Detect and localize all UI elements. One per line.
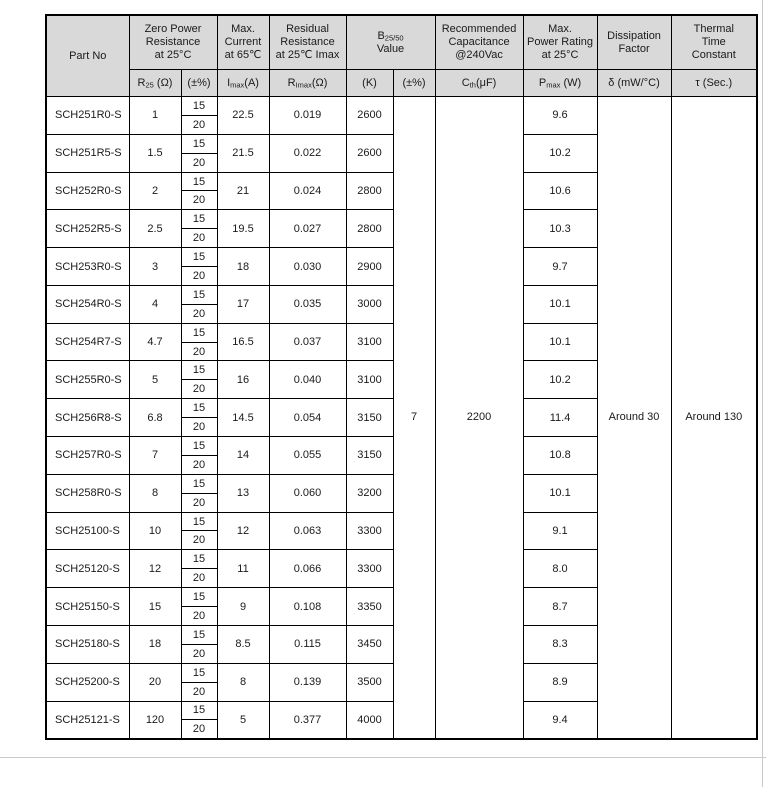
part-no-cell: SCH251R5-S	[46, 134, 129, 172]
label-text: (A)	[244, 76, 259, 89]
b-value-cell: 3500	[346, 663, 393, 701]
label-text: Resistance	[280, 36, 335, 48]
label-text: Time	[701, 36, 726, 48]
pmax-cell: 9.4	[523, 701, 597, 739]
label-text: Residual	[286, 23, 329, 35]
pmax-cell: 8.0	[523, 550, 597, 588]
label-text: at 25°C	[154, 49, 192, 61]
r25-cell: 1	[129, 97, 181, 135]
spec-table-body	[46, 97, 757, 739]
label-text: Thermal	[693, 23, 734, 35]
rimax-cell: 0.024	[269, 172, 346, 210]
tolerance-top-cell: 15	[181, 285, 217, 304]
imax-cell: 19.5	[217, 210, 269, 248]
tolerance-bottom-cell: 20	[181, 569, 217, 588]
r25-cell: 7	[129, 437, 181, 475]
imax-cell: 14.5	[217, 399, 269, 437]
pmax-cell: 9.1	[523, 512, 597, 550]
imax-cell: 16.5	[217, 323, 269, 361]
pmax-cell: 10.3	[523, 210, 597, 248]
label-text: at 25℃ Imax	[275, 49, 340, 61]
r25-cell: 15	[129, 588, 181, 626]
b-value-cell: 3300	[346, 512, 393, 550]
rimax-cell: 0.037	[269, 323, 346, 361]
tolerance-top-cell: 15	[181, 663, 217, 682]
part-no-cell: SCH254R0-S	[46, 285, 129, 323]
tolerance-top-cell: 15	[181, 625, 217, 644]
imax-cell: 8	[217, 663, 269, 701]
part-no-cell: SCH25180-S	[46, 625, 129, 663]
rimax-cell: 0.040	[269, 361, 346, 399]
header-max-current	[217, 15, 269, 70]
b-value-cell: 3450	[346, 625, 393, 663]
rimax-cell: 0.019	[269, 97, 346, 135]
b-value-cell: 4000	[346, 701, 393, 739]
pmax-cell: 10.1	[523, 285, 597, 323]
pmax-cell: 10.2	[523, 134, 597, 172]
part-no-cell: SCH25200-S	[46, 663, 129, 701]
label-text: (K)	[362, 76, 377, 89]
pmax-cell: 9.6	[523, 97, 597, 135]
rimax-cell: 0.054	[269, 399, 346, 437]
rimax-cell: 0.108	[269, 588, 346, 626]
label-text: Constant	[691, 49, 736, 61]
imax-cell: 18	[217, 248, 269, 286]
page-border-bottom	[0, 757, 766, 758]
part-no-cell: SCH252R0-S	[46, 172, 129, 210]
tolerance-bottom-cell: 20	[181, 455, 217, 474]
subheader-delta-mw-c	[597, 70, 671, 97]
tolerance-bottom-cell: 20	[181, 342, 217, 361]
part-no-cell: SCH25150-S	[46, 588, 129, 626]
rimax-cell: 0.030	[269, 248, 346, 286]
tolerance-top-cell: 15	[181, 512, 217, 531]
dissipation-merged-cell: Around 30	[597, 97, 671, 739]
imax-cell: 16	[217, 361, 269, 399]
label-text: Value	[376, 42, 405, 55]
tolerance-bottom-cell: 20	[181, 115, 217, 134]
label-text: Capacitance	[448, 36, 510, 48]
thermal-time-merged-cell: Around 130	[671, 97, 757, 739]
tolerance-top-cell: 15	[181, 134, 217, 153]
header-part-no	[46, 15, 129, 97]
label-text: (±%)	[187, 76, 211, 89]
b-value-cell: 2600	[346, 97, 393, 135]
tolerance-top-cell: 15	[181, 323, 217, 342]
imax-cell: 5	[217, 701, 269, 739]
header-residual-resistance	[269, 15, 346, 70]
label-text: τ (Sec.)	[695, 76, 733, 89]
label-text: R	[137, 76, 146, 89]
part-no-cell: SCH251R0-S	[46, 97, 129, 135]
b-value-cell: 3100	[346, 323, 393, 361]
tolerance-top-cell: 15	[181, 210, 217, 229]
label-text: I	[227, 76, 231, 89]
b-value-cell: 3300	[346, 550, 393, 588]
label-text: Max.	[548, 23, 572, 35]
label-text: B	[377, 29, 385, 42]
b-value-cell: 3150	[346, 399, 393, 437]
label-text: (±%)	[402, 76, 426, 89]
label-text: Part No	[69, 49, 107, 62]
part-no-cell: SCH255R0-S	[46, 361, 129, 399]
r25-cell: 5	[129, 361, 181, 399]
tolerance-bottom-cell: 20	[181, 418, 217, 437]
r25-cell: 120	[129, 701, 181, 739]
subheader-r25-tolerance	[181, 70, 217, 97]
b-value-cell: 2600	[346, 134, 393, 172]
subheader-b-tolerance	[393, 70, 435, 97]
rimax-cell: 0.060	[269, 474, 346, 512]
b-value-cell: 2800	[346, 210, 393, 248]
rimax-cell: 0.063	[269, 512, 346, 550]
imax-cell: 22.5	[217, 97, 269, 135]
tolerance-bottom-cell: 20	[181, 644, 217, 663]
b-value-cell: 2800	[346, 172, 393, 210]
tolerance-bottom-cell: 20	[181, 493, 217, 512]
tolerance-bottom-cell: 20	[181, 682, 217, 701]
spec-table-header	[46, 15, 757, 97]
subheader-tau-sec	[671, 70, 757, 97]
r25-cell: 6.8	[129, 399, 181, 437]
imax-cell: 14	[217, 437, 269, 475]
r25-cell: 12	[129, 550, 181, 588]
part-no-cell: SCH254R7-S	[46, 323, 129, 361]
pmax-cell: 8.7	[523, 588, 597, 626]
subscript-text: max	[230, 80, 245, 89]
tolerance-bottom-cell: 20	[181, 531, 217, 550]
r25-cell: 18	[129, 625, 181, 663]
label-text: Resistance	[145, 36, 201, 48]
subheader-rimax-ohm	[269, 70, 346, 97]
tolerance-top-cell: 15	[181, 97, 217, 116]
page-border-right	[762, 0, 763, 787]
r25-cell: 20	[129, 663, 181, 701]
header-recommended-capacitance	[435, 15, 523, 70]
label-text: (Ω)	[153, 76, 173, 89]
b-tolerance-merged-cell: 7	[393, 97, 435, 739]
part-no-cell: SCH25121-S	[46, 701, 129, 739]
r25-cell: 8	[129, 474, 181, 512]
header-dissipation-factor	[597, 15, 671, 70]
rimax-cell: 0.035	[269, 285, 346, 323]
subscript-text: th	[469, 80, 476, 89]
pmax-cell: 11.4	[523, 399, 597, 437]
b-value-cell: 3000	[346, 285, 393, 323]
spec-table	[45, 14, 758, 740]
label-text: (W)	[560, 76, 582, 89]
rimax-cell: 0.377	[269, 701, 346, 739]
r25-cell: 4	[129, 285, 181, 323]
label-text: Max.	[231, 23, 255, 35]
label-text: (Ω)	[311, 76, 328, 89]
b-value-cell: 3200	[346, 474, 393, 512]
subheader-pmax-w	[523, 70, 597, 97]
label-text: Dissipation	[607, 29, 661, 42]
label-text: Power Rating	[527, 36, 594, 48]
rimax-cell: 0.022	[269, 134, 346, 172]
label-text: Recommended	[441, 23, 517, 35]
imax-cell: 8.5	[217, 625, 269, 663]
label-text: Factor	[618, 42, 650, 55]
subscript-text: 25	[145, 80, 154, 89]
tolerance-top-cell: 15	[181, 361, 217, 380]
label-text: P	[538, 76, 547, 89]
tolerance-bottom-cell: 20	[181, 720, 217, 739]
pmax-cell: 10.6	[523, 172, 597, 210]
tolerance-bottom-cell: 20	[181, 153, 217, 172]
header-max-power-rating	[523, 15, 597, 70]
label-text: (μF)	[475, 76, 497, 89]
subheader-r25-ohm	[129, 70, 181, 97]
label-text: δ (mW/°C)	[608, 76, 660, 89]
r25-cell: 4.7	[129, 323, 181, 361]
subscript-text: max	[546, 80, 561, 89]
rimax-cell: 0.139	[269, 663, 346, 701]
b-value-cell: 3350	[346, 588, 393, 626]
subscript-text: 25/50	[384, 33, 404, 42]
part-no-cell: SCH252R5-S	[46, 210, 129, 248]
pmax-cell: 8.9	[523, 663, 597, 701]
r25-cell: 3	[129, 248, 181, 286]
imax-cell: 11	[217, 550, 269, 588]
imax-cell: 9	[217, 588, 269, 626]
pmax-cell: 10.2	[523, 361, 597, 399]
tolerance-top-cell: 15	[181, 172, 217, 191]
label-text: Zero Power	[144, 23, 202, 35]
tolerance-top-cell: 15	[181, 437, 217, 456]
pmax-cell: 10.1	[523, 323, 597, 361]
imax-cell: 21	[217, 172, 269, 210]
part-no-cell: SCH256R8-S	[46, 399, 129, 437]
cth-merged-cell: 2200	[435, 97, 523, 739]
part-no-cell: SCH253R0-S	[46, 248, 129, 286]
imax-cell: 12	[217, 512, 269, 550]
tolerance-top-cell: 15	[181, 399, 217, 418]
header-zero-power-resistance	[129, 15, 217, 70]
imax-cell: 17	[217, 285, 269, 323]
b-value-cell: 3150	[346, 437, 393, 475]
part-no-cell: SCH257R0-S	[46, 437, 129, 475]
r25-cell: 2.5	[129, 210, 181, 248]
rimax-cell: 0.055	[269, 437, 346, 475]
label-text: at 25°C	[541, 49, 579, 61]
header-b-value	[346, 15, 435, 70]
tolerance-bottom-cell: 20	[181, 229, 217, 248]
label-text: C	[461, 76, 470, 89]
r25-cell: 1.5	[129, 134, 181, 172]
tolerance-top-cell: 15	[181, 588, 217, 607]
part-no-cell: SCH25100-S	[46, 512, 129, 550]
pmax-cell: 9.7	[523, 248, 597, 286]
r25-cell: 2	[129, 172, 181, 210]
rimax-cell: 0.066	[269, 550, 346, 588]
part-no-cell: SCH25120-S	[46, 550, 129, 588]
label-text: at 65℃	[224, 49, 262, 61]
pmax-cell: 8.3	[523, 625, 597, 663]
subscript-text: Imax	[295, 80, 312, 89]
subheader-cth-uf	[435, 70, 523, 97]
tolerance-top-cell: 15	[181, 474, 217, 493]
tolerance-bottom-cell: 20	[181, 304, 217, 323]
rimax-cell: 0.027	[269, 210, 346, 248]
header-thermal-time-constant	[671, 15, 757, 70]
imax-cell: 13	[217, 474, 269, 512]
tolerance-bottom-cell: 20	[181, 607, 217, 626]
tolerance-top-cell: 15	[181, 550, 217, 569]
tolerance-top-cell: 15	[181, 701, 217, 720]
tolerance-top-cell: 15	[181, 248, 217, 267]
label-text: Current	[224, 36, 262, 48]
tolerance-bottom-cell: 20	[181, 380, 217, 399]
pmax-cell: 10.8	[523, 437, 597, 475]
b-value-cell: 3100	[346, 361, 393, 399]
label-text: @240Vac	[455, 49, 503, 61]
tolerance-bottom-cell: 20	[181, 267, 217, 286]
table-row	[46, 97, 757, 116]
tolerance-bottom-cell: 20	[181, 191, 217, 210]
rimax-cell: 0.115	[269, 625, 346, 663]
imax-cell: 21.5	[217, 134, 269, 172]
label-text: R	[287, 76, 296, 89]
subheader-imax-a	[217, 70, 269, 97]
subheader-b-k	[346, 70, 393, 97]
r25-cell: 10	[129, 512, 181, 550]
pmax-cell: 10.1	[523, 474, 597, 512]
part-no-cell: SCH258R0-S	[46, 474, 129, 512]
b-value-cell: 2900	[346, 248, 393, 286]
